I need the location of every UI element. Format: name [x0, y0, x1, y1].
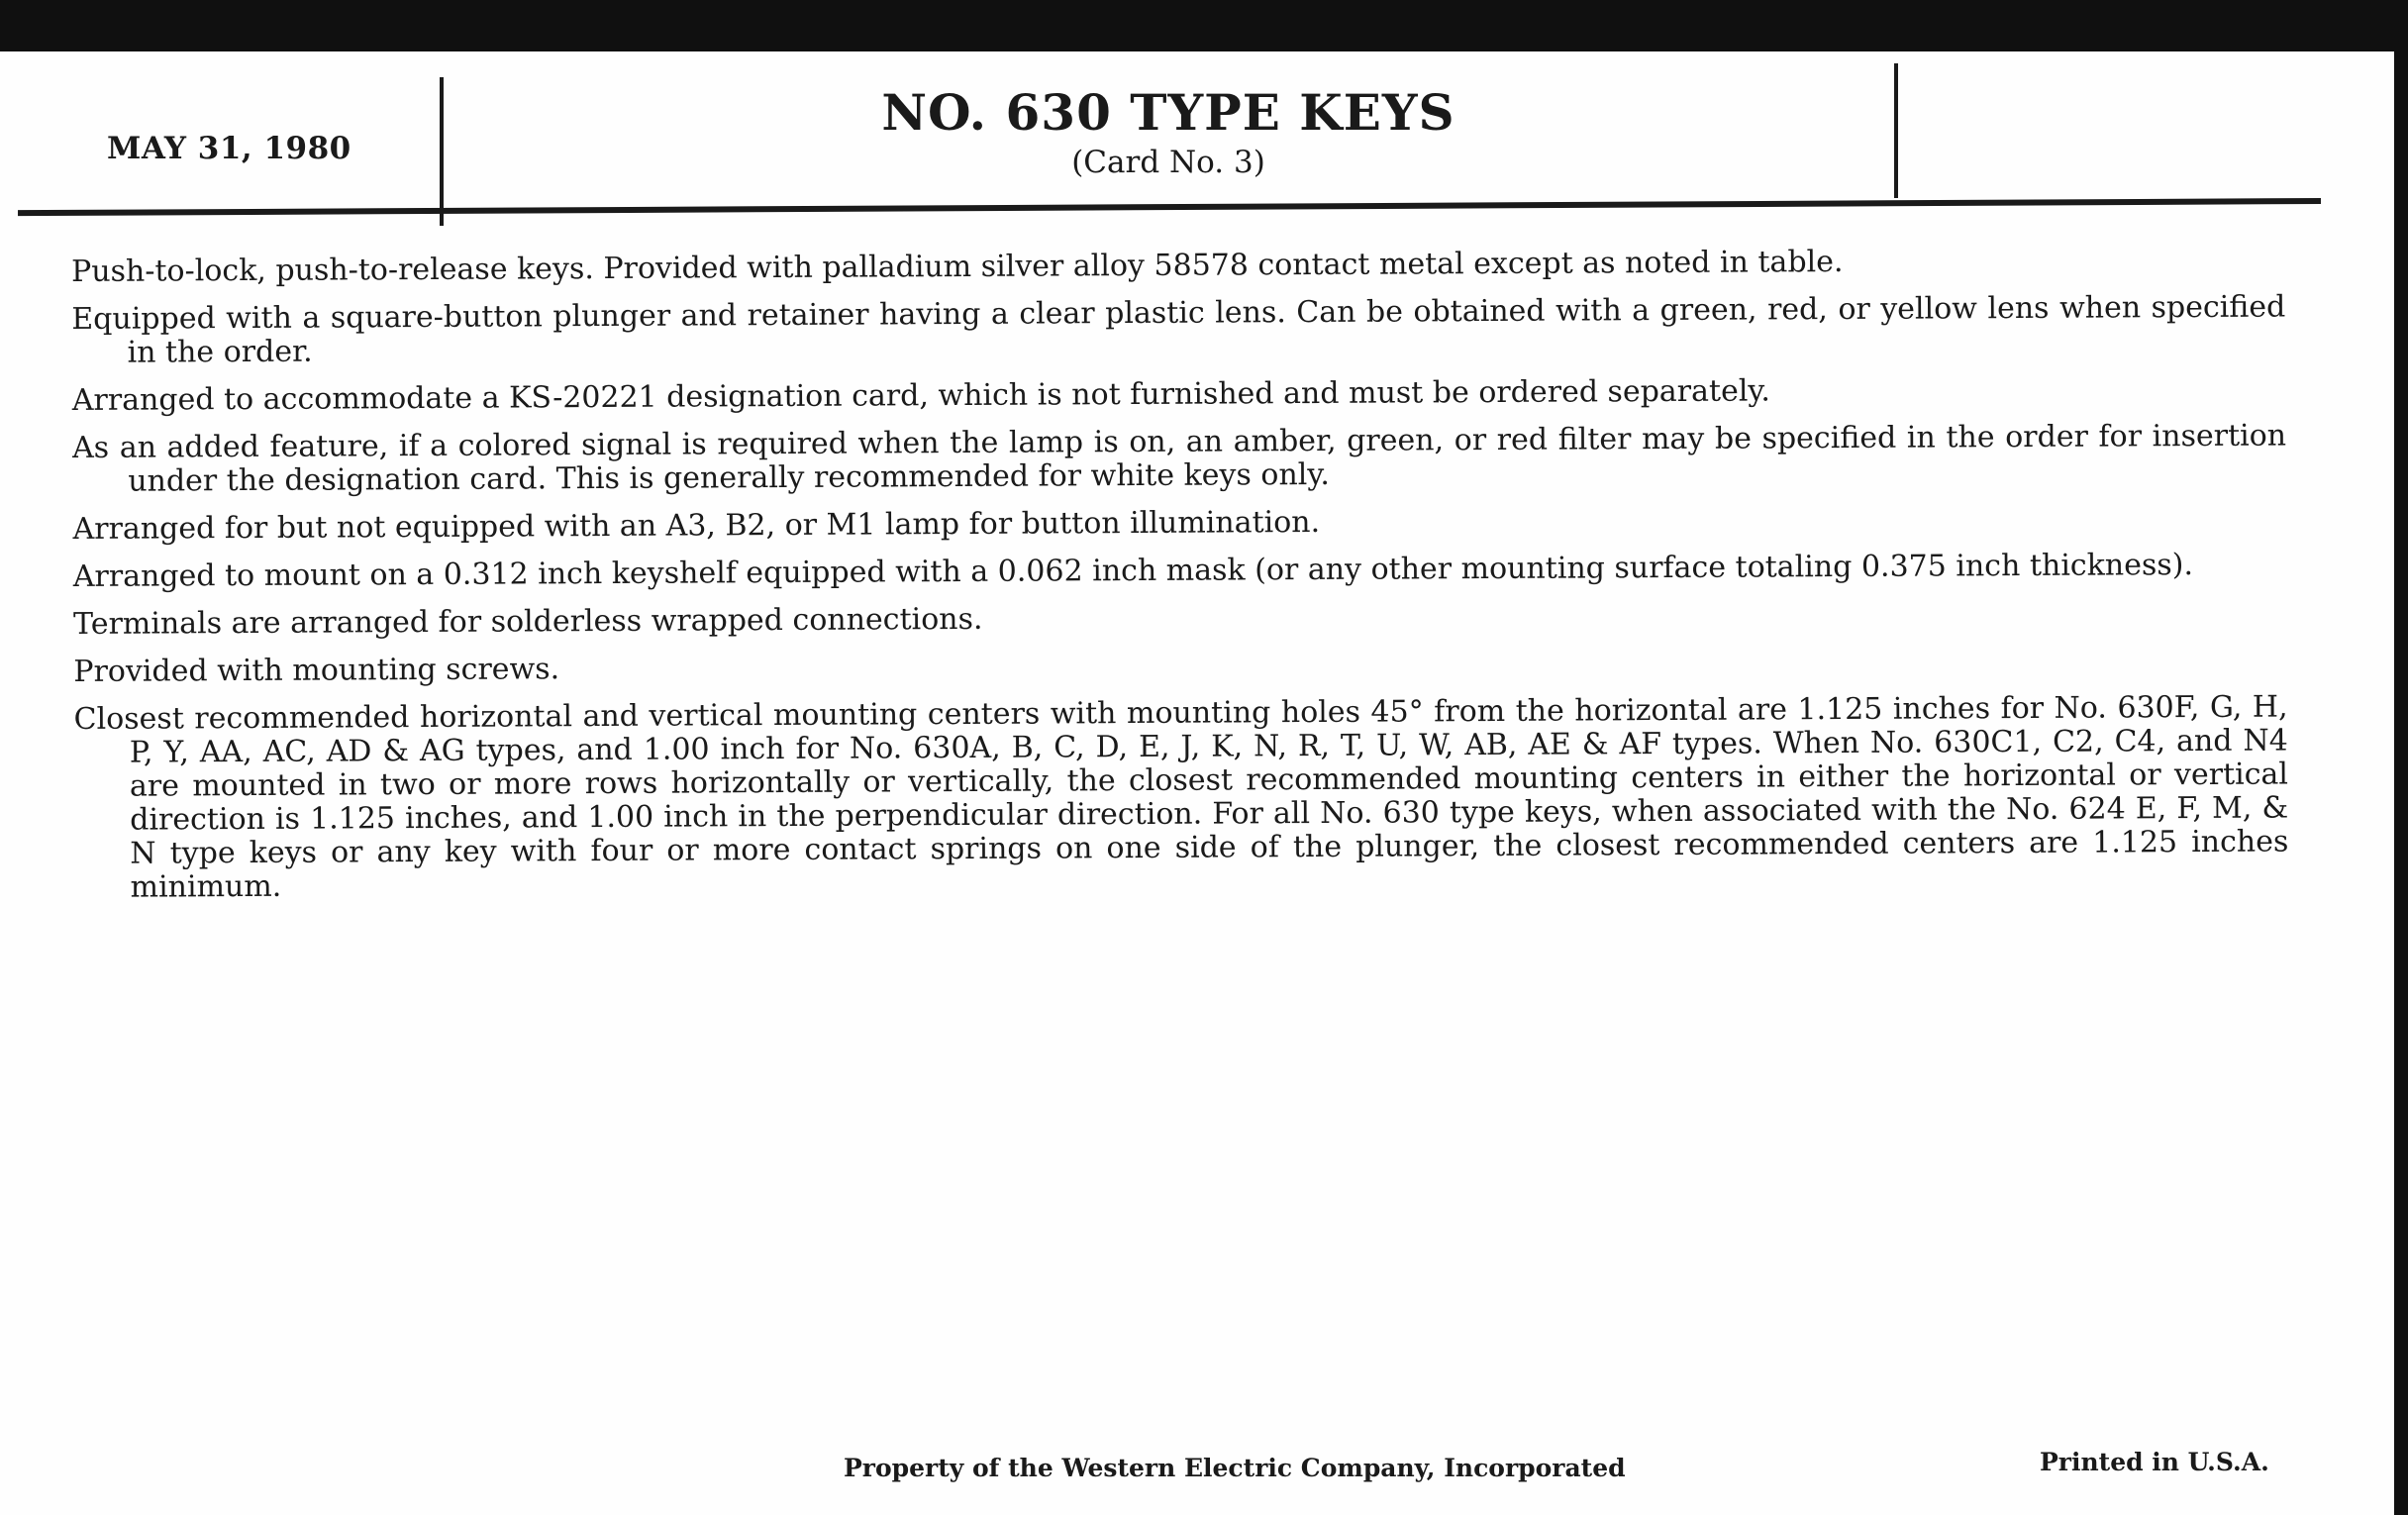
footer-property: Property of the Western Electric Company, Incorporated — [844, 1454, 1626, 1482]
paragraph-plunger-lens: Equipped with a square-button plunger and retainer having a clear plastic lens. Can be obtained with a green, red, or yellow lens when specified in the order. — [71, 289, 2286, 370]
header-divider-right — [1894, 63, 1898, 198]
paragraph-lamp: Arranged for but not equipped with an A3, B2, or M1 lamp for button illumination. — [72, 504, 1321, 547]
paragraph-mounting-surface: Arranged to mount on a 0.312 inch keyshelf equipped with a 0.062 inch mask (or any other mounting surface totaling 0.375 inch thickness). — [72, 548, 2194, 594]
paragraph-screws: Provided with mounting screws. — [73, 652, 560, 689]
header-divider-left — [440, 77, 444, 226]
document-date: MAY 31, 1980 — [107, 131, 351, 166]
scan-border-right — [2394, 0, 2408, 1515]
paragraph-terminals: Terminals are arranged for solderless wrapped connections. — [72, 601, 983, 642]
paragraph-mounting-centers: Closest recommended horizontal and vertical mounting centers with mounting holes 45° from the horizontal are 1.125 inches for No. 630F, G, H, P, Y, AA, AC, AD & AG types, and 1.00 inch for No. 630A, B, C, D, E, J, K, N, R, T, U, W, AB, AE & AF types. When No. 630C1, C2, C4, and N4 are mounted in two or more rows horizontally or vertically, the closest recommended mounting centers in either the horizontal or vertical direction is 1.125 inches, and 1.00 inch in the perpendicular direction. For all No. 630 type keys, when associated with the No. 624 E, F, M, & N type keys or any key with four or more contact springs on one side of the plunger, the closest recommended centers are 1.125 inches minimum. — [73, 689, 2289, 905]
paragraph-designation-card: Arranged to accommodate a KS-20221 designation card, which is not furnished and must be ordered separately. — [71, 373, 1770, 418]
card-number: (Card No. 3) — [1071, 145, 1265, 180]
paragraph-locking: Push-to-lock, push-to-release keys. Provided with palladium silver alloy 58578 contact metal except as noted in table. — [70, 245, 1844, 289]
page-title: NO. 630 TYPE KEYS — [881, 83, 1455, 142]
paragraph-colored-signal: As an added feature, if a colored signal is required when the lamp is on, an amber, green, or red filter may be specified in the order for insertion under the designation card. This is generally recommended for white keys only. — [71, 418, 2287, 499]
scan-border-top — [0, 0, 2408, 51]
body-text — [71, 244, 2289, 919]
footer-printed: Printed in U.S.A. — [2040, 1448, 2269, 1476]
